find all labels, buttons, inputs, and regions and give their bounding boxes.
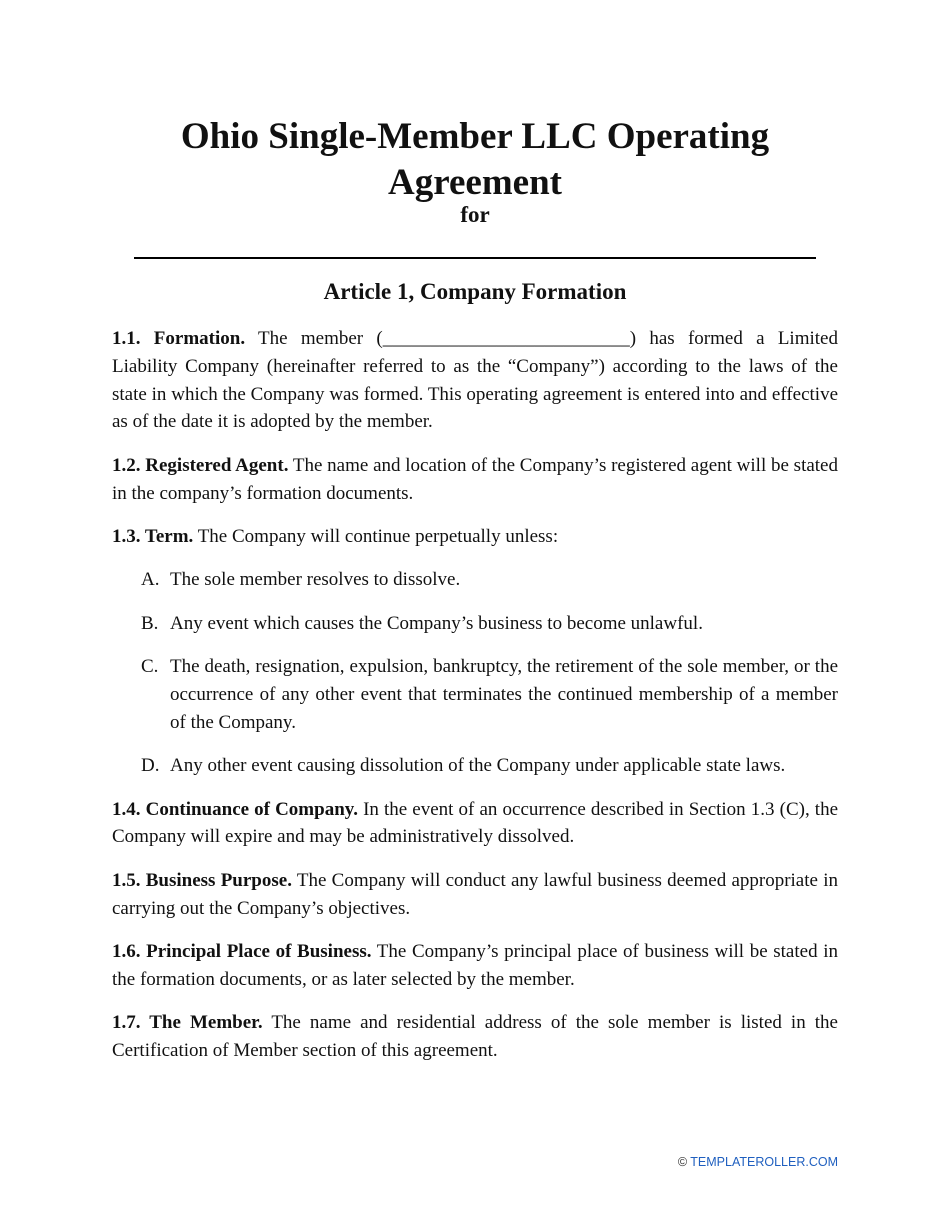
- footer-copyright: [678, 1155, 838, 1169]
- company-name-blank-line: [134, 257, 816, 259]
- section-text: The name and location of the Company’s registered agent will be stated in the company’s formation documents.: [112, 454, 838, 504]
- section-number: 1.3. Term.: [112, 525, 194, 547]
- copyright-symbol: ©: [677, 1155, 688, 1169]
- section-1-7: [112, 1009, 838, 1065]
- section-text: The Company’s principal place of business will be stated in the formation documents, or as later selected by the member.: [112, 940, 838, 990]
- document-title: Ohio Single-Member LLC Operating Agreement: [180, 116, 770, 203]
- document-body: [112, 325, 838, 1080]
- list-item: [112, 610, 838, 638]
- list-item-text: The sole member resolves to dissolve.: [170, 569, 461, 591]
- section-number: 1.6. Principal Place of Business.: [112, 940, 372, 962]
- section-1-4: [112, 796, 838, 852]
- list-item-letter: D.: [141, 755, 160, 777]
- section-text: The Company will conduct any lawful business deemed appropriate in carrying out the Company’s objectives.: [112, 869, 838, 919]
- list-item-text: Any event which causes the Company’s business to become unlawful.: [170, 612, 703, 634]
- document-subtitle: for: [460, 202, 490, 227]
- section-number: 1.5. Business Purpose.: [112, 869, 292, 891]
- article-heading: Article 1, Company Formation: [323, 279, 627, 304]
- section-text: The Company will continue perpetually unless:: [197, 525, 559, 547]
- section-number: 1.1. Formation.: [112, 328, 246, 349]
- section-text: The member (__________________________) has formed a Limited Liability Company (hereinafter referred to as the “Company”) according to the laws of the state in which the Company was formed. This operating agreement is entered into and effective as of the date it is adopted by the member.: [112, 328, 838, 433]
- list-item: [112, 566, 838, 594]
- list-item: [112, 752, 838, 780]
- section-number: 1.2. Registered Agent.: [112, 454, 289, 476]
- section-1-1: [112, 325, 838, 436]
- list-item-letter: A.: [141, 569, 160, 591]
- section-1-3: [112, 523, 838, 551]
- term-conditions-list: [112, 566, 838, 780]
- list-item: [112, 653, 838, 736]
- section-number: 1.4. Continuance of Company.: [112, 798, 358, 820]
- section-1-5: [112, 867, 838, 923]
- section-1-2: [112, 452, 838, 508]
- list-item-letter: C.: [141, 656, 159, 678]
- section-number: 1.7. The Member.: [112, 1012, 263, 1034]
- section-1-6: [112, 938, 838, 994]
- list-item-text: Any other event causing dissolution of the Company under applicable state laws.: [170, 755, 786, 777]
- section-text: In the event of an occurrence described in Section 1.3 (C), the Company will expire and may be administratively dissolved.: [112, 798, 839, 848]
- list-item-text: The death, resignation, expulsion, bankruptcy, the retirement of the sole member, or the occurrence of any other event that terminates the continued membership of a member of the Company.: [170, 656, 838, 733]
- section-text: The name and residential address of the sole member is listed in the Certification of Member section of this agreement.: [112, 1012, 838, 1061]
- list-item-letter: B.: [141, 612, 159, 634]
- templateroller-link[interactable]: TEMPLATEROLLER.COM: [690, 1155, 838, 1169]
